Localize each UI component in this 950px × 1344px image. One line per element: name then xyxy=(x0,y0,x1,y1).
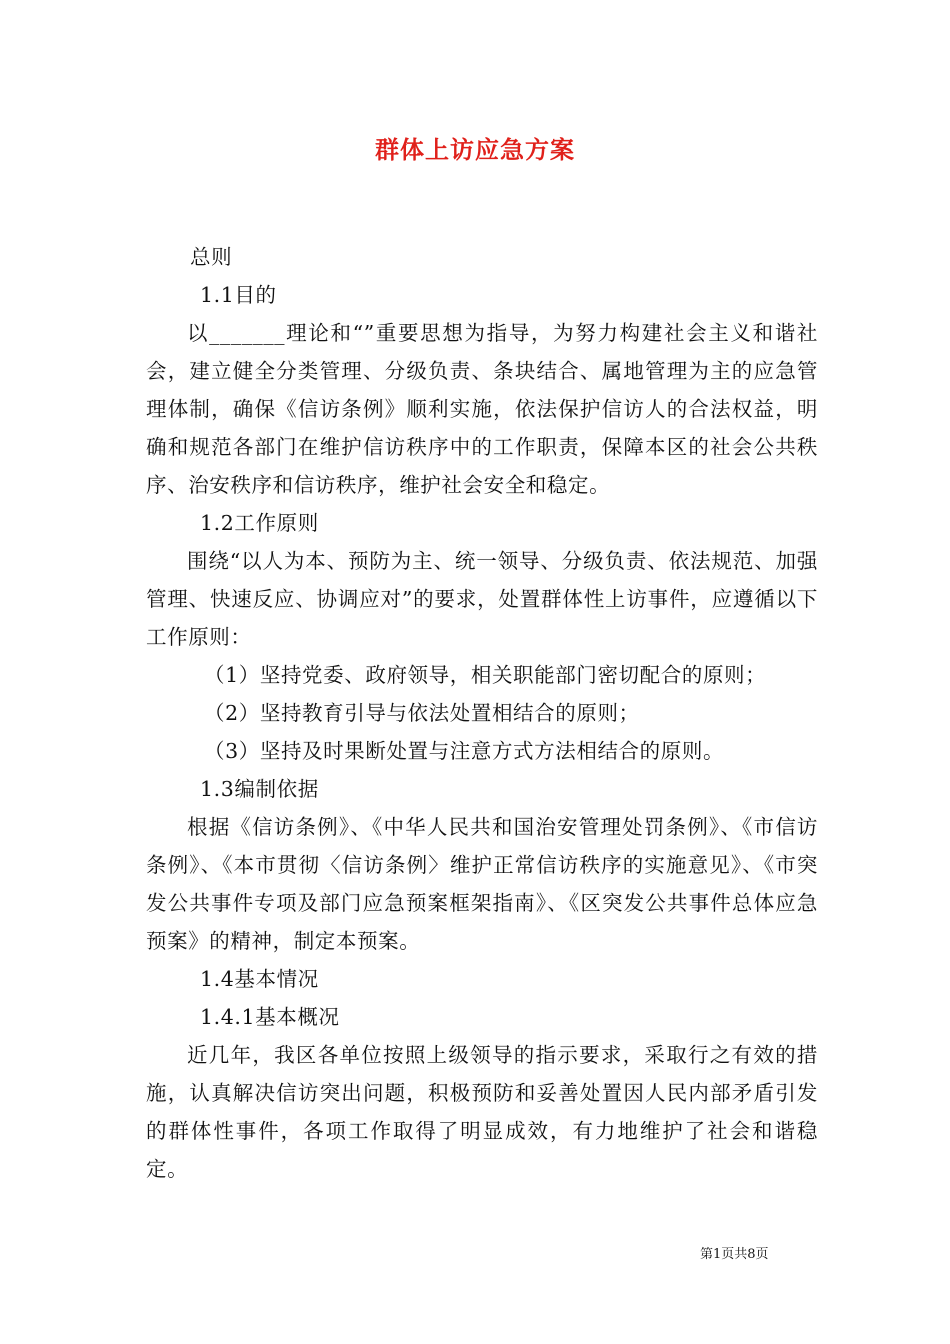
principle-item-3: （3）坚持及时果断处置与注意方式方法相结合的原则。 xyxy=(204,739,725,763)
page-number: 第1页共8页 xyxy=(700,1247,769,1262)
paragraph-purpose: 以_______理论和“”重要思想为指导，为努力构建社会主义和谐社会，建立健全分类管理、分级负责、条块结合、属地管理为主的应急管理体制，确保《信访条例》顺利实施，依法保护信访人的合法权益，明确和规范各部门在维护信访秩序中的工作职责，保障本区的社会公共秩序、治安秩序和信访秩序，维护社会安全和稳定。 xyxy=(146,321,818,497)
document-body xyxy=(146,238,818,1188)
section-heading-1-3: 1.3编制依据 xyxy=(200,777,319,801)
section-heading-1-4: 1.4基本情况 xyxy=(200,967,319,991)
principle-item-2: （2）坚持教育引导与依法处置相结合的原则； xyxy=(204,701,640,725)
section-heading-1-4-1: 1.4.1基本概况 xyxy=(200,1005,340,1029)
principle-item-1: （1）坚持党委、政府领导，相关职能部门密切配合的原则； xyxy=(204,663,767,687)
paragraph-basis: 根据《信访条例》、《中华人民共和国治安管理处罚条例》、《市信访条例》、《本市贯彻〈信访条例〉维护正常信访秩序的实施意见》、《市突发公共事件专项及部门应急预案框架指南》、《区突发公共事件总体应急预案》的精神，制定本预案。 xyxy=(146,815,818,953)
paragraph-overview: 近几年，我区各单位按照上级领导的指示要求，采取行之有效的措施，认真解决信访突出问题，积极预防和妥善处置因人民内部矛盾引发的群体性事件，各项工作取得了明显成效，有力地维护了社会和谐稳定。 xyxy=(146,1043,818,1181)
section-heading-1-2: 1.2工作原则 xyxy=(200,511,319,535)
document-title: 群体上访应急方案 xyxy=(375,135,575,164)
section-heading-1-1: 1.1目的 xyxy=(200,283,277,307)
paragraph-principles: 围绕“以人为本、预防为主、统一领导、分级负责、依法规范、加强管理、快速反应、协调应对”的要求，处置群体性上访事件，应遵循以下工作原则： xyxy=(146,549,818,649)
paragraph-general: 总则 xyxy=(190,245,233,269)
